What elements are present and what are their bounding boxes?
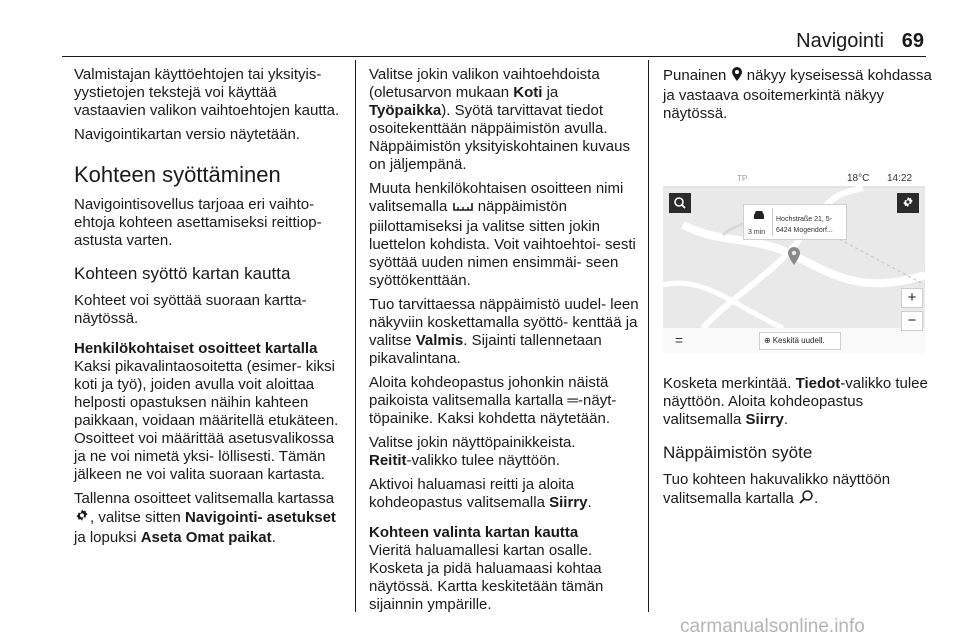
minor-heading: Henkilökohtaiset osoitteet kartalla: [74, 340, 318, 357]
text-run: Punainen: [663, 67, 727, 84]
paragraph: [369, 296, 639, 368]
zoom-in-button[interactable]: +: [901, 288, 923, 308]
pin-icon: [731, 66, 743, 87]
page-header: [0, 30, 960, 54]
zoom-out-button[interactable]: −: [901, 311, 923, 331]
status-time: 14:22: [887, 173, 913, 184]
destination-menu-button[interactable]: =: [674, 332, 684, 348]
text-run: . Sijainti tallennetaan pikavalintana.: [369, 332, 602, 367]
status-temp: 18°C: [847, 173, 870, 184]
text-run: Valitse jokin näyttöpainikkeista.: [369, 434, 576, 451]
text-run: .: [271, 529, 276, 546]
keyboard-hide-icon: [452, 200, 474, 218]
menu-term: Tiedot: [795, 375, 841, 392]
text-run: näkyy kyseisessä kohdassa ja vastaava osoitemerkintä näkyy näytössä.: [663, 67, 932, 122]
text-run: .: [814, 490, 819, 507]
column-1: [74, 66, 344, 553]
crosshair-icon: ⊕: [764, 336, 771, 345]
menu-term: Koti: [513, 84, 543, 101]
search-button[interactable]: [669, 193, 691, 213]
paragraph: [663, 471, 933, 510]
address-popup[interactable]: [743, 204, 847, 240]
subsection-heading: Kohteen syöttö kartan kautta: [74, 264, 291, 283]
menu-term: Reitit: [369, 452, 407, 469]
popup-time: 3 min: [748, 229, 766, 236]
popup-address-line2: 6424 Mogendorf...: [776, 227, 833, 234]
paragraph: [369, 476, 639, 512]
status-tp: TP: [737, 174, 748, 183]
section-heading: Kohteen syöttäminen: [74, 162, 281, 187]
settings-button[interactable]: [897, 193, 919, 213]
text-run: Tuo kohteen hakuvalikko näyttöön valitsemalla kartalla: [663, 471, 891, 507]
paragraph: Kohteet voi syöttää suoraan kartta- näytössä.: [74, 292, 307, 327]
column-2: [369, 66, 639, 620]
watermark: carmanualsonline.info: [680, 616, 865, 637]
text-run: Muuta henkilökohtaisen osoitteen nimi valitsemalla: [369, 180, 624, 215]
map-screen: [663, 165, 925, 353]
text-run: ja: [546, 84, 559, 101]
text-run: Tallenna osoitteet valitsemalla kartassa: [74, 490, 335, 507]
settings-icon: [897, 193, 919, 213]
column-divider: [648, 60, 649, 612]
page-number: 69: [901, 30, 924, 52]
menu-term: Siirry: [745, 411, 784, 428]
paragraph: Aloita kohdeopastus johonkin näistä paikoista valitsemalla kartalla ═-näyt- töpainike. Kaksi kohdetta näytetään.: [369, 374, 617, 427]
menu-term: Valmis: [415, 332, 464, 349]
search-icon: [798, 489, 814, 510]
text-run: .: [783, 411, 789, 428]
text-run: näppäimistön piilottamiseksi ja valitse sitten jokin luettelon kohdista. Voit vaihtoehtoi- sesti syöttää uuden nimen ensimmäi- seen syöttökenttään.: [369, 198, 636, 289]
text-run: Valitse jokin valikon vaihtoehdoista (oletusarvon mukaan: [369, 66, 600, 101]
text-run: , valitse sitten: [90, 509, 181, 526]
popup-divider: [772, 208, 773, 236]
popup-address-line1: Hochstraße 21, 5-: [776, 216, 833, 223]
text-run: Kosketa merkintää.: [663, 375, 792, 392]
paragraph: [74, 490, 344, 547]
menu-term: Siirry: [549, 494, 588, 511]
paragraph: Vieritä haluamallesi kartan osalle. Kosketa ja pidä haluamaasi kohtaa näytössä. Kartta keskitetään tämän sijainnin ympärille.: [369, 542, 604, 613]
paragraph: Valmistajan käyttöehtojen tai yksityis- yystietojen tekstejä voi käyttää vastaavien valikon vaihtoehtojen kautta.: [74, 66, 340, 119]
text-run: -valikko tulee näyttöön. Aloita kohdeopastus valitsemalla: [663, 375, 928, 428]
paragraph: [663, 66, 933, 123]
text-run: -valikko tulee näyttöön.: [406, 452, 560, 469]
column-3: [663, 66, 933, 516]
text-run: ). Syötä tarvittavat tiedot osoitekenttään näppäimistön avulla. Näppäimistön yksityiskohtainen kuvaus on jäljempänä.: [369, 102, 630, 173]
paragraph: Kaksi pikavalintaosoitetta (esimer- kiksi koti ja työ), joiden avulla voit aloittaa helposti opastuksen näihin kahteen paikkaan, voidaan määritellä etukäteen. Osoitteet voi määrittää asetusvalikossa ja ne voi nimetä yksi- löllisesti. Tämän jälkeen ne voi valita suoraan kartasta.: [74, 358, 339, 483]
column-divider: [355, 60, 356, 612]
menu-term: Navigointi- asetukset: [185, 509, 336, 526]
text-run: ja lopuksi: [74, 529, 137, 546]
paragraph: [369, 180, 639, 290]
menu-term: Aseta Omat paikat: [140, 529, 272, 546]
paragraph: [369, 434, 639, 470]
recenter-button[interactable]: [759, 332, 841, 350]
car-icon: [752, 210, 766, 220]
paragraph: Navigointikartan versio näytetään.: [74, 126, 300, 143]
paragraph: Navigointisovellus tarjoaa eri vaihto- ehtoja kohteen asettamiseksi reittiop- astusta varten.: [74, 196, 322, 249]
navigation-screenshot: [663, 165, 925, 353]
minor-heading: Kohteen valinta kartan kautta: [369, 524, 579, 541]
text-run: .: [587, 494, 592, 511]
text-run: Tuo tarvittaessa näppäimistö uudel- leen näkyviin koskettamalla syöttö- kenttää ja valitse: [369, 296, 639, 349]
gear-icon: [74, 508, 90, 529]
paragraph: [369, 66, 639, 174]
page-title: Navigointi: [796, 30, 884, 52]
paragraph: [663, 375, 933, 429]
subsection-heading: Näppäimistön syöte: [663, 443, 813, 462]
header-rule: [62, 56, 926, 57]
search-icon: [669, 193, 691, 213]
recenter-label: Keskitä uudell.: [772, 336, 825, 345]
text-run: Aktivoi haluamasi reitti ja aloita kohdeopastus valitsemalla: [369, 476, 575, 511]
menu-term: Työpaikka: [369, 102, 442, 119]
